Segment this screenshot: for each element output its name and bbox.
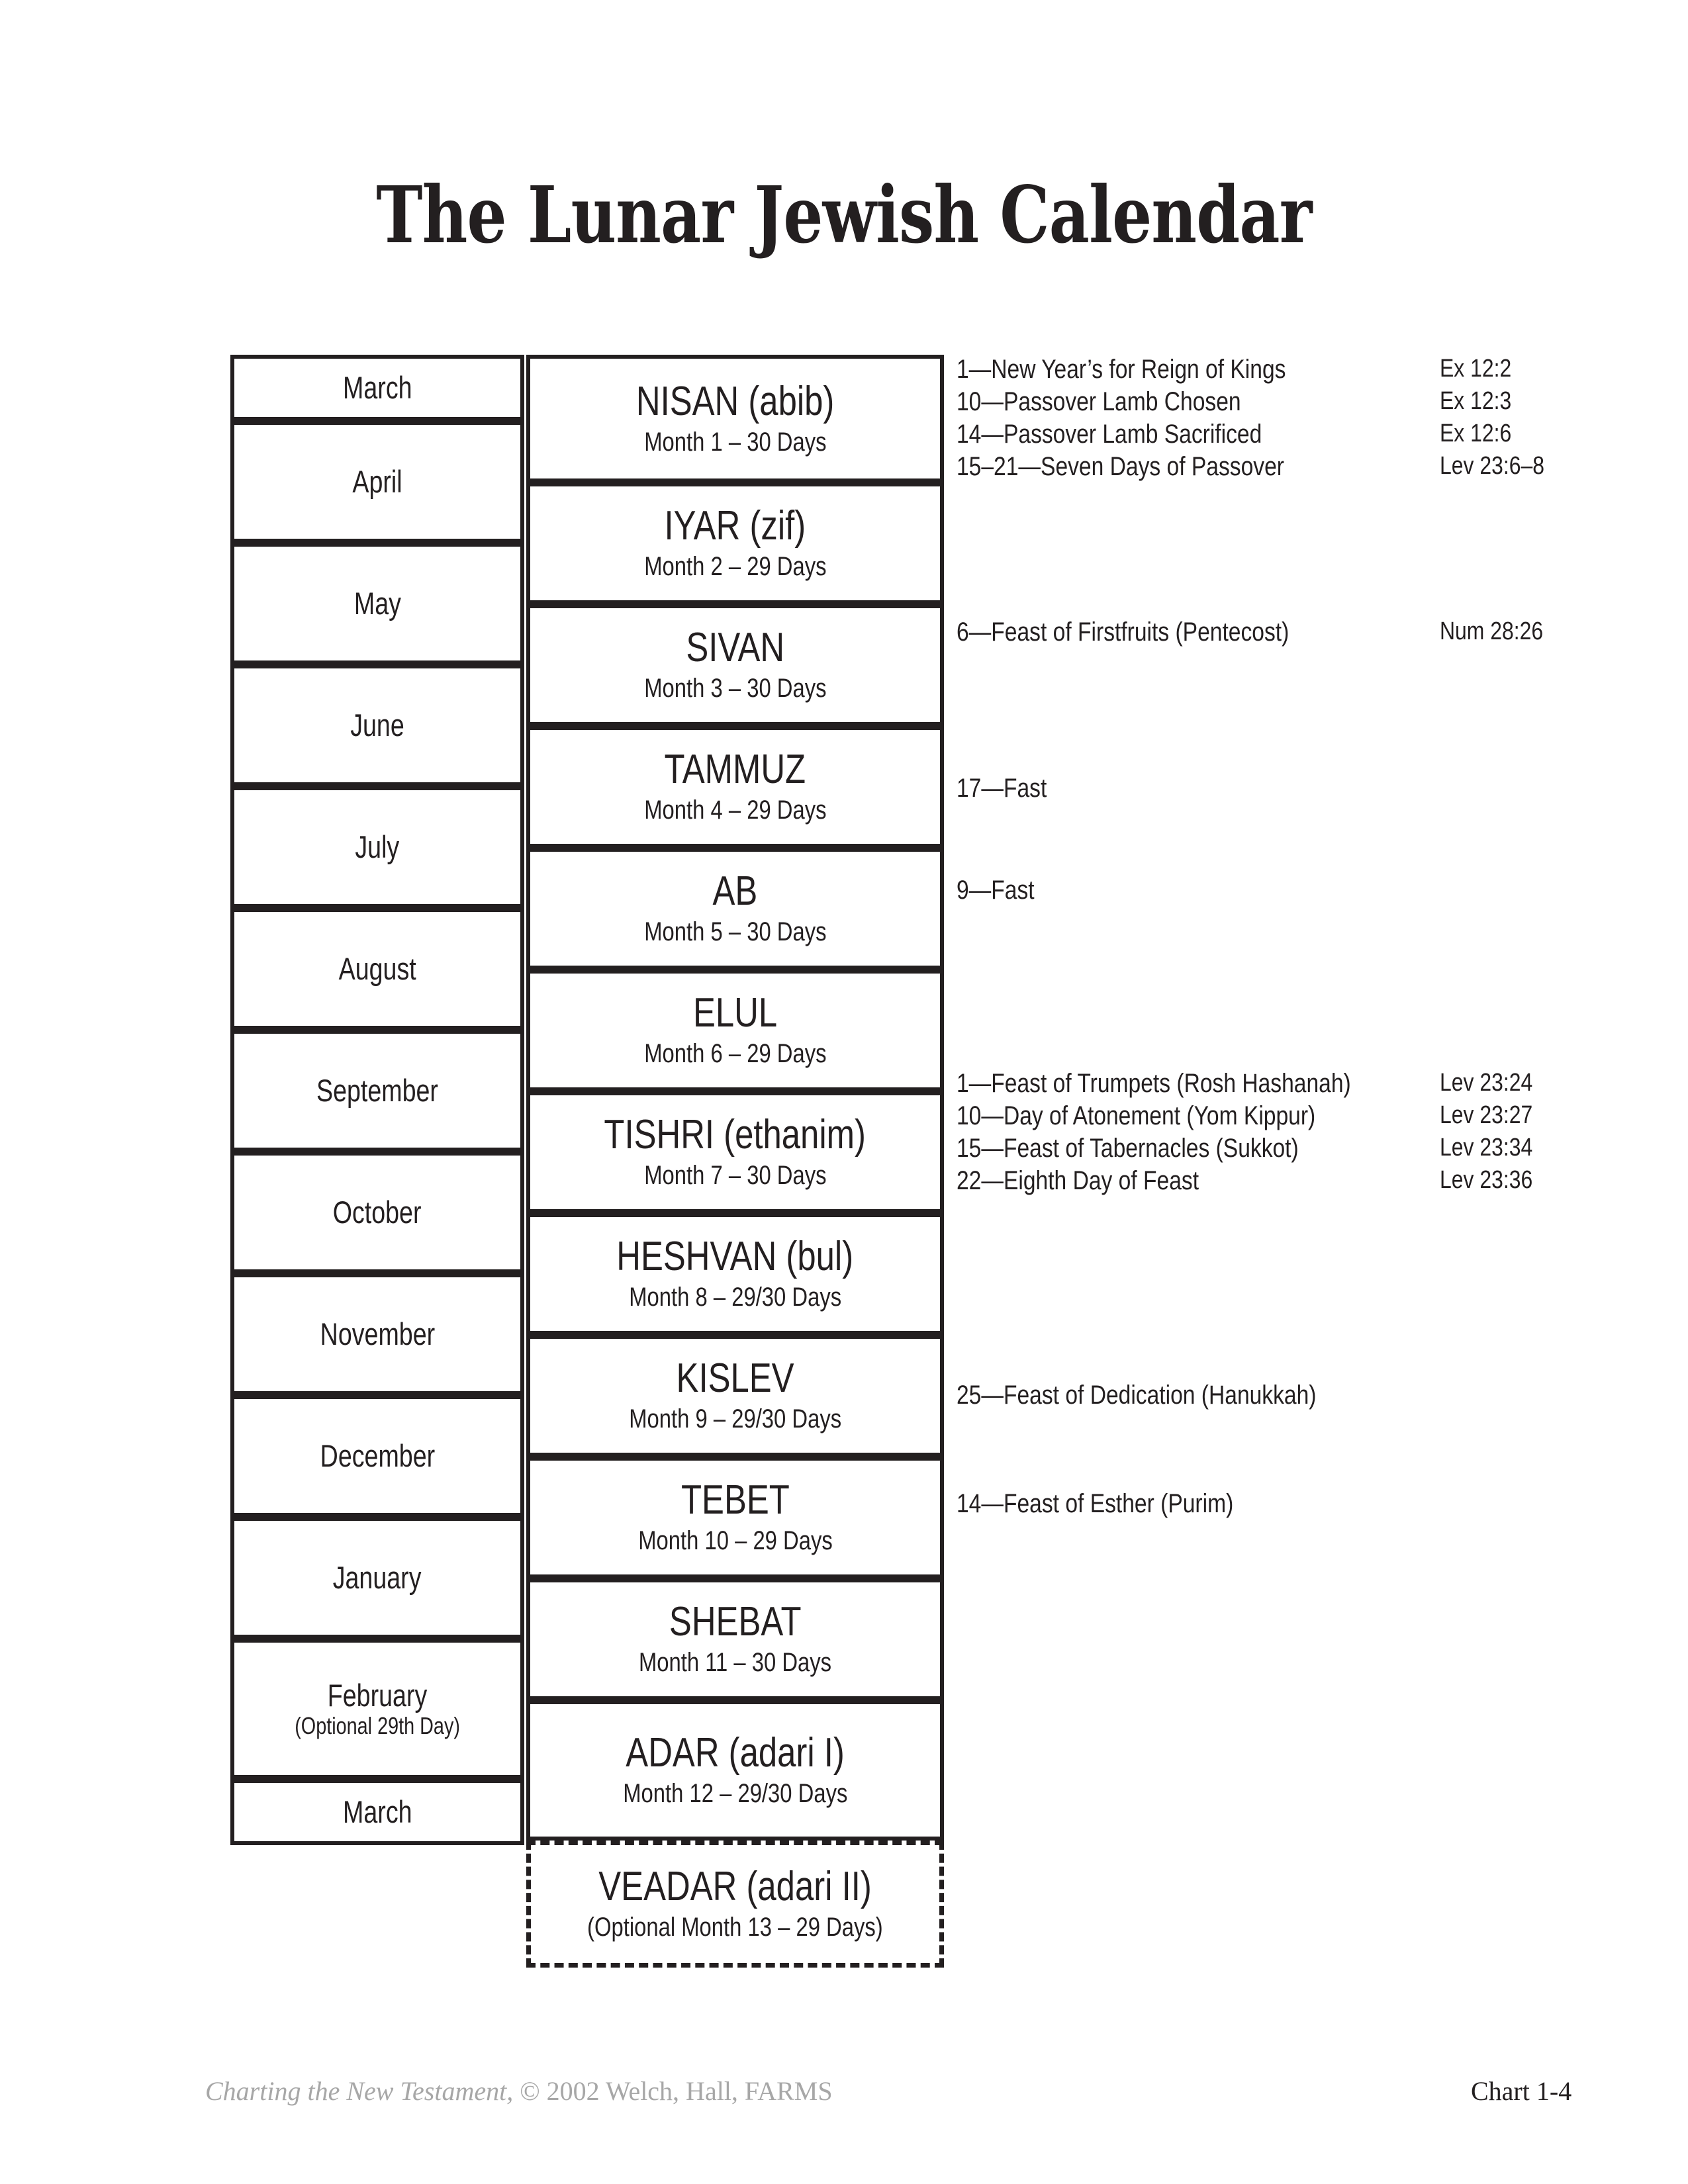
gregorian-month-name: January [333,1560,422,1596]
gregorian-month-name: September [316,1073,438,1109]
gregorian-month-box [230,1779,524,1845]
feast-note-group [957,355,1625,484]
feast-note-group [957,774,1625,806]
scripture-reference: Lev 23:36 [1440,1166,1533,1194]
footer-source-title: Charting the New Testament, [205,2076,514,2106]
gregorian-month-name: June [350,707,404,743]
hebrew-month-name: AB [712,868,758,914]
feast-note-text: 10—Day of Atonement (Yom Kippur) [957,1101,1316,1130]
hebrew-month-name: HESHVAN (bul) [616,1234,854,1279]
scripture-reference: Lev 23:24 [1440,1069,1533,1097]
gregorian-month-name: March [342,1794,412,1830]
hebrew-month-name: TISHRI (ethanim) [604,1112,867,1158]
feast-note-line [957,1489,1625,1522]
feast-note-line [957,387,1625,420]
feast-note-group [957,617,1625,650]
feast-note-text: 10—Passover Lamb Chosen [957,387,1241,416]
feast-note-line [957,617,1625,650]
hebrew-month-name: KISLEV [676,1355,794,1401]
feast-notes-column [957,355,1625,1943]
gregorian-month-box [230,908,524,1030]
gregorian-month-name: August [338,951,416,987]
hebrew-month-duration: Month 9 – 29/30 Days [629,1404,841,1433]
gregorian-month-note: (Optional 29th Day) [295,1711,460,1739]
scripture-reference: Ex 12:2 [1440,355,1512,383]
gregorian-month-name: October [333,1195,422,1230]
scripture-reference: Ex 12:6 [1440,420,1512,447]
feast-note-line [957,1166,1625,1199]
scripture-reference: Lev 23:34 [1440,1134,1533,1161]
hebrew-month-duration: Month 6 – 29 Days [643,1039,827,1068]
feast-note-text: 15–21—Seven Days of Passover [957,452,1284,481]
hebrew-month-box [526,1841,944,1968]
scripture-reference: Lev 23:27 [1440,1101,1533,1129]
feast-note-line [957,355,1625,387]
hebrew-month-duration: Month 3 – 30 Days [643,674,827,703]
feast-note-line [957,1069,1625,1101]
gregorian-month-box [230,1273,524,1395]
gregorian-month-box [230,1395,524,1517]
hebrew-month-box [526,1335,944,1457]
hebrew-month-duration: Month 4 – 29 Days [643,796,827,825]
gregorian-month-box [230,543,524,664]
hebrew-month-box [526,1213,944,1335]
gregorian-month-name: December [320,1438,435,1474]
footer-chart-number: Chart 1-4 [1471,2076,1572,2106]
hebrew-month-box [526,355,944,482]
calendar-grid [230,355,944,1943]
hebrew-month-box [526,604,944,726]
feast-note-text: 22—Eighth Day of Feast [957,1166,1199,1195]
hebrew-month-box [526,1091,944,1213]
hebrew-month-box [526,1700,944,1841]
scripture-reference: Ex 12:3 [1440,387,1512,415]
hebrew-month-duration: Month 7 – 30 Days [643,1161,827,1190]
page-title: The Lunar Jewish Calendar [376,169,1312,261]
feast-note-group [957,1489,1625,1522]
gregorian-month-box [230,1517,524,1639]
hebrew-month-duration: Month 11 – 30 Days [638,1648,832,1677]
gregorian-month-box [230,355,524,421]
hebrew-month-name: SIVAN [686,625,784,670]
scripture-reference: Num 28:26 [1440,617,1544,645]
hebrew-month-box [526,1457,944,1578]
feast-note-line [957,774,1625,806]
gregorian-month-name: March [342,370,412,406]
feast-note-text: 14—Feast of Esther (Purim) [957,1489,1234,1518]
feast-note-group [957,1381,1625,1413]
gregorian-month-name: February [327,1677,428,1713]
hebrew-month-box [526,1578,944,1700]
hebrew-month-duration: Month 2 – 29 Days [643,552,827,581]
feast-note-text: 1—Feast of Trumpets (Rosh Hashanah) [957,1069,1351,1098]
hebrew-month-box [526,970,944,1091]
hebrew-month-name: ADAR (adari I) [626,1730,845,1776]
hebrew-month-name: IYAR (zif) [664,503,806,549]
hebrew-month-name: NISAN (abib) [635,378,835,424]
hebrew-month-duration: Month 8 – 29/30 Days [629,1283,841,1312]
hebrew-month-name: TAMMUZ [664,747,806,792]
feast-note-text: 15—Feast of Tabernacles (Sukkot) [957,1134,1299,1163]
hebrew-month-name: TEBET [680,1477,790,1523]
hebrew-month-name: SHEBAT [669,1599,802,1645]
feast-note-group [957,1069,1625,1199]
feast-note-text: 9—Fast [957,876,1035,905]
feast-note-text: 14—Passover Lamb Sacrificed [957,420,1262,449]
scripture-reference: Lev 23:6–8 [1440,452,1544,480]
feast-note-text: 25—Feast of Dedication (Hanukkah) [957,1381,1317,1410]
hebrew-month-duration: (Optional Month 13 – 29 Days) [587,1913,883,1942]
feast-note-group [957,876,1625,908]
feast-note-line [957,1101,1625,1134]
hebrew-month-duration: Month 10 – 29 Days [637,1526,833,1555]
feast-note-text: 6—Feast of Firstfruits (Pentecost) [957,617,1289,647]
gregorian-month-box [230,1639,524,1779]
gregorian-month-name: May [353,586,401,621]
hebrew-month-name: ELUL [692,990,778,1036]
gregorian-month-box [230,1030,524,1152]
hebrew-month-box [526,726,944,848]
hebrew-month-name: VEADAR (adari II) [598,1864,872,1909]
gregorian-month-name: November [320,1316,435,1352]
hebrew-month-duration: Month 12 – 29/30 Days [622,1779,848,1808]
gregorian-month-name: April [352,464,402,500]
feast-note-line [957,1134,1625,1166]
gregorian-month-box [230,1152,524,1273]
gregorian-month-box [230,421,524,543]
hebrew-month-duration: Month 5 – 30 Days [643,917,827,946]
gregorian-month-box [230,786,524,908]
feast-note-text: 1—New Year’s for Reign of Kings [957,355,1286,384]
feast-note-line [957,1381,1625,1413]
hebrew-month-duration: Month 1 – 30 Days [643,427,827,457]
feast-note-line [957,876,1625,908]
feast-note-line [957,420,1625,452]
hebrew-month-box [526,848,944,970]
gregorian-month-name: July [355,829,400,865]
footer-source [205,2075,833,2107]
feast-note-line [957,452,1625,484]
gregorian-month-box [230,664,524,786]
hebrew-month-box [526,482,944,604]
footer-source-credit: © 2002 Welch, Hall, FARMS [513,2076,833,2106]
feast-note-text: 17—Fast [957,774,1047,803]
